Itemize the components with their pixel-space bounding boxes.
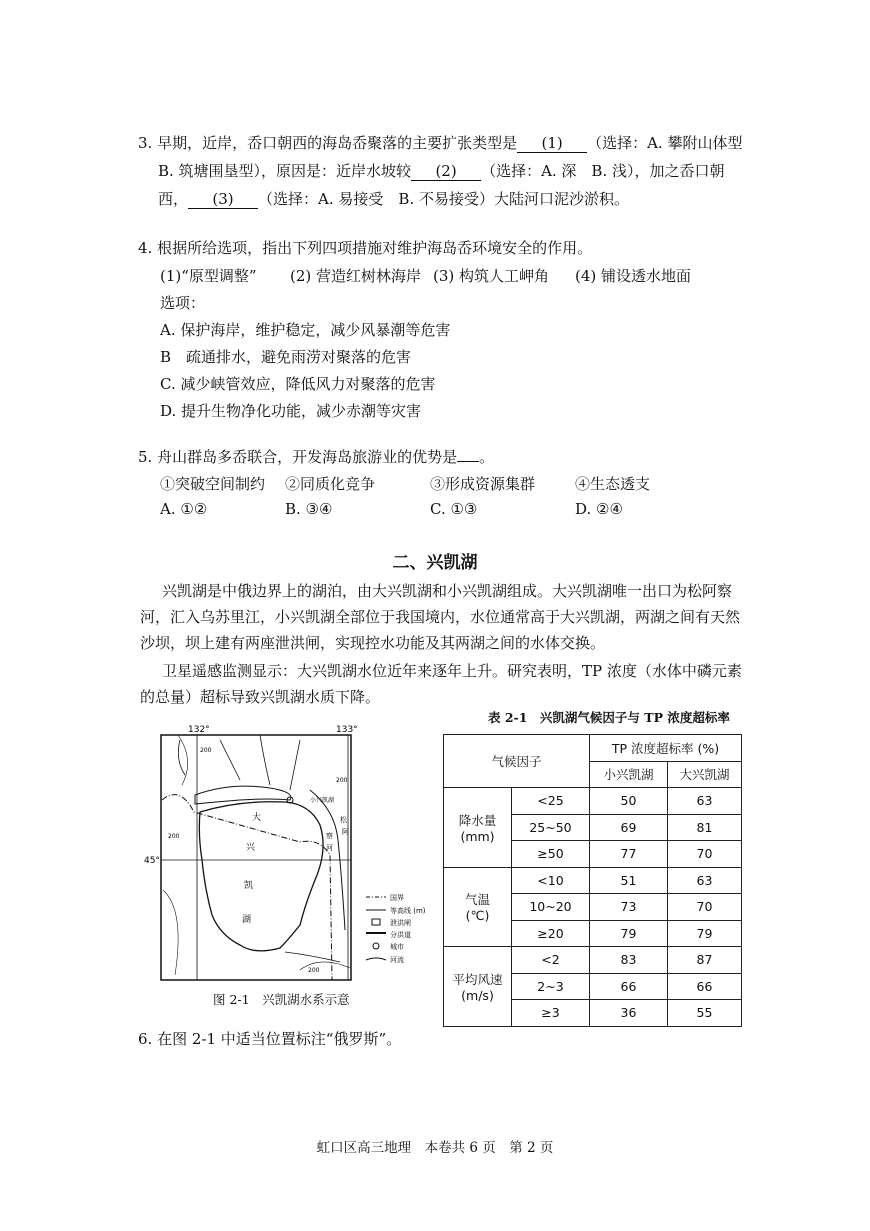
contour-2 [163,890,178,975]
q5-choice-b[interactable]: B. ③④ [285,500,333,518]
q3-text: 3. 早期，近岸，岙口朝西的海岛岙聚落的主要扩张类型是 [138,134,518,152]
group-wind-name: 平均风速 [452,971,503,987]
cell: 69 [590,814,668,841]
cell: ≥50 [512,841,590,868]
big-lake-char-4: 湖 [242,915,252,925]
q5-end: 。 [479,448,495,466]
section-para-1-line-1: 兴凯湖是中俄边界上的湖泊，由大兴凯湖和小兴凯湖组成。大兴凯湖唯一出口为松阿察 [162,582,733,600]
cell: 79 [590,920,668,947]
map-legend [366,893,426,964]
q5-choice-c[interactable]: C. ①③ [430,500,478,518]
big-lake-char-2: 兴 [246,843,256,853]
q3-line1 [138,132,742,153]
group-wind-unit: (m/s) [461,987,494,1003]
cell: 66 [668,973,742,1000]
contour-label-4: 200 [336,777,348,784]
cell: 73 [590,894,668,921]
table-caption: 表 2-1 兴凯湖气候因子与 TP 浓度超标率 [488,710,730,725]
q5-blank[interactable] [457,461,479,462]
river-3 [290,740,300,790]
river-2 [260,735,270,785]
section-para-2-line-1: 卫星遥感监测显示：大兴凯湖水位近年来逐年上升。研究表明，TP 浓度（水体中磷元素 [162,662,742,680]
q5-item-4: ④生态透支 [575,475,651,493]
cell: 36 [590,1000,668,1027]
cell: 25~50 [512,814,590,841]
legend-floodway: 分洪道 [390,931,411,939]
lon-label-133: 133° [336,725,358,735]
q3-choice-2: （选择：A. 深 B. 浅），加之岙口朝 [481,162,725,180]
legend-contour: 等高线 (m) [390,907,426,915]
q5-choice-a[interactable]: A. ①② [160,500,208,518]
cell: 55 [668,1000,742,1027]
q5-choice-d[interactable]: D. ②④ [575,500,623,518]
cell: 50 [590,788,668,815]
q4-option-d[interactable]: D. 提升生物净化功能，减少赤潮等灾害 [160,402,422,420]
q6-stem: 6. 在图 2-1 中适当位置标注“俄罗斯”。 [138,1030,402,1048]
contour-label-1: 200 [200,747,212,754]
legend-city-symbol [373,943,379,949]
cell: ≥3 [512,1000,590,1027]
page-footer: 虹口区高三地理 本卷共 6 页 第 2 页 [316,1140,554,1156]
cell: ≥20 [512,920,590,947]
river-1 [220,740,240,780]
lon-label-132: 132° [188,725,210,735]
q4-measure-4: (4) 铺设透水地面 [575,267,692,285]
q3-line3 [158,188,629,209]
legend-river-symbol [366,958,386,960]
q4-measure-1: (1)“原型调整” [160,267,257,285]
legend-city: 城市 [390,943,404,951]
q3-text-3: 西， [158,190,189,208]
q5-item-2: ②同质化竞争 [285,475,376,493]
cell: 83 [590,947,668,974]
cell: 81 [668,814,742,841]
tp-table [443,734,742,1027]
q4-measure-2: (2) 营造红树林海岸 [290,267,422,285]
cell: <2 [512,947,590,974]
big-lake-char-3: 凯 [244,881,254,891]
group-temp [444,867,512,947]
river-label-2: 阿 [342,828,349,836]
map-caption: 图 2-1 兴凯湖水系示意 [213,992,350,1007]
legend-sluice: 泄洪闸 [390,919,411,927]
legend-sluice-symbol [372,919,380,925]
q4-option-c[interactable]: C. 减少峡管效应，降低风力对聚落的危害 [160,375,436,393]
small-lake-label: 小兴凯湖 [310,797,335,804]
contour-label-3: 200 [308,967,320,974]
river-label-4: 河 [326,844,333,852]
contour-label-2: 200 [168,833,180,840]
group-precip-name: 降水量 [458,812,497,828]
q3-blank-3[interactable]: (3) [188,190,258,209]
big-lake-shore [199,802,323,951]
lat-label-45: 45° [144,856,160,866]
q3-line2 [158,160,725,181]
header-tp: TP 浓度超标率 (%) [590,735,742,762]
group-precip [444,788,512,868]
river-label-3: 察 [326,832,333,840]
xingkai-lake-map [144,725,442,990]
cell: 77 [590,841,668,868]
q4-option-a[interactable]: A. 保护海岸，维护稳定，减少风暴潮等危害 [160,321,451,339]
q3-blank-1[interactable]: (1) [517,134,587,153]
q3-text-2: B. 筑塘围垦型），原因是：近岸水坡较 [158,162,412,180]
legend-river: 河流 [390,956,404,964]
group-precip-unit: (mm) [460,828,495,844]
section-para-1-line-2: 河，汇入乌苏里江，小兴凯湖全部位于我国境内，水位通常高于大兴凯湖，两湖之间有天然 [140,608,741,626]
cell: 63 [668,867,742,894]
q4-measure-3: (3) 构筑人工岬角 [433,267,550,285]
cell: 87 [668,947,742,974]
header-small-lake: 小兴凯湖 [590,761,668,788]
cell: 70 [668,894,742,921]
q5-stem [138,446,494,467]
cell: 70 [668,841,742,868]
q3-blank-2[interactable]: (2) [411,162,481,181]
q5-item-1: ①突破空间制约 [160,475,266,493]
q5-text: 5. 舟山群岛多岙联合，开发海岛旅游业的优势是 [138,448,458,466]
cell: 2~3 [512,973,590,1000]
q4-options-label: 选项： [160,294,206,312]
river-label-1: 松 [340,816,347,824]
q5-item-3: ③形成资源集群 [430,475,536,493]
cell: 66 [590,973,668,1000]
cell: 63 [668,788,742,815]
q4-option-b[interactable]: B 疏通排水，避免雨涝对聚落的危害 [160,348,412,366]
header-big-lake: 大兴凯湖 [668,761,742,788]
q3-choice-3: （选择：A. 易接受 B. 不易接受）大陆河口泥沙淤积。 [258,190,629,208]
legend-border: 国界 [390,894,404,902]
group-wind [444,947,512,1027]
cell: 51 [590,867,668,894]
section-para-1-line-3: 沙坝，坝上建有两座泄洪闸，实现控水功能及其两湖之间的水体交换。 [140,634,606,652]
header-factor: 气候因子 [444,735,590,788]
cell: 10~20 [512,894,590,921]
cell: <10 [512,867,590,894]
group-temp-unit: (℃) [465,908,490,924]
section-title: 二、兴凯湖 [392,553,478,573]
q3-choice-1: （选择：A. 攀附山体型 [587,134,743,152]
cell: <25 [512,788,590,815]
group-temp-name: 气温 [464,892,490,908]
section-para-2-line-2: 的总量）超标导致兴凯湖水质下降。 [140,688,381,706]
q4-stem: 4. 根据所给选项，指出下列四项措施对维护海岛岙环境安全的作用。 [138,239,593,257]
cell: 79 [668,920,742,947]
big-lake-char-1: 大 [252,813,262,823]
